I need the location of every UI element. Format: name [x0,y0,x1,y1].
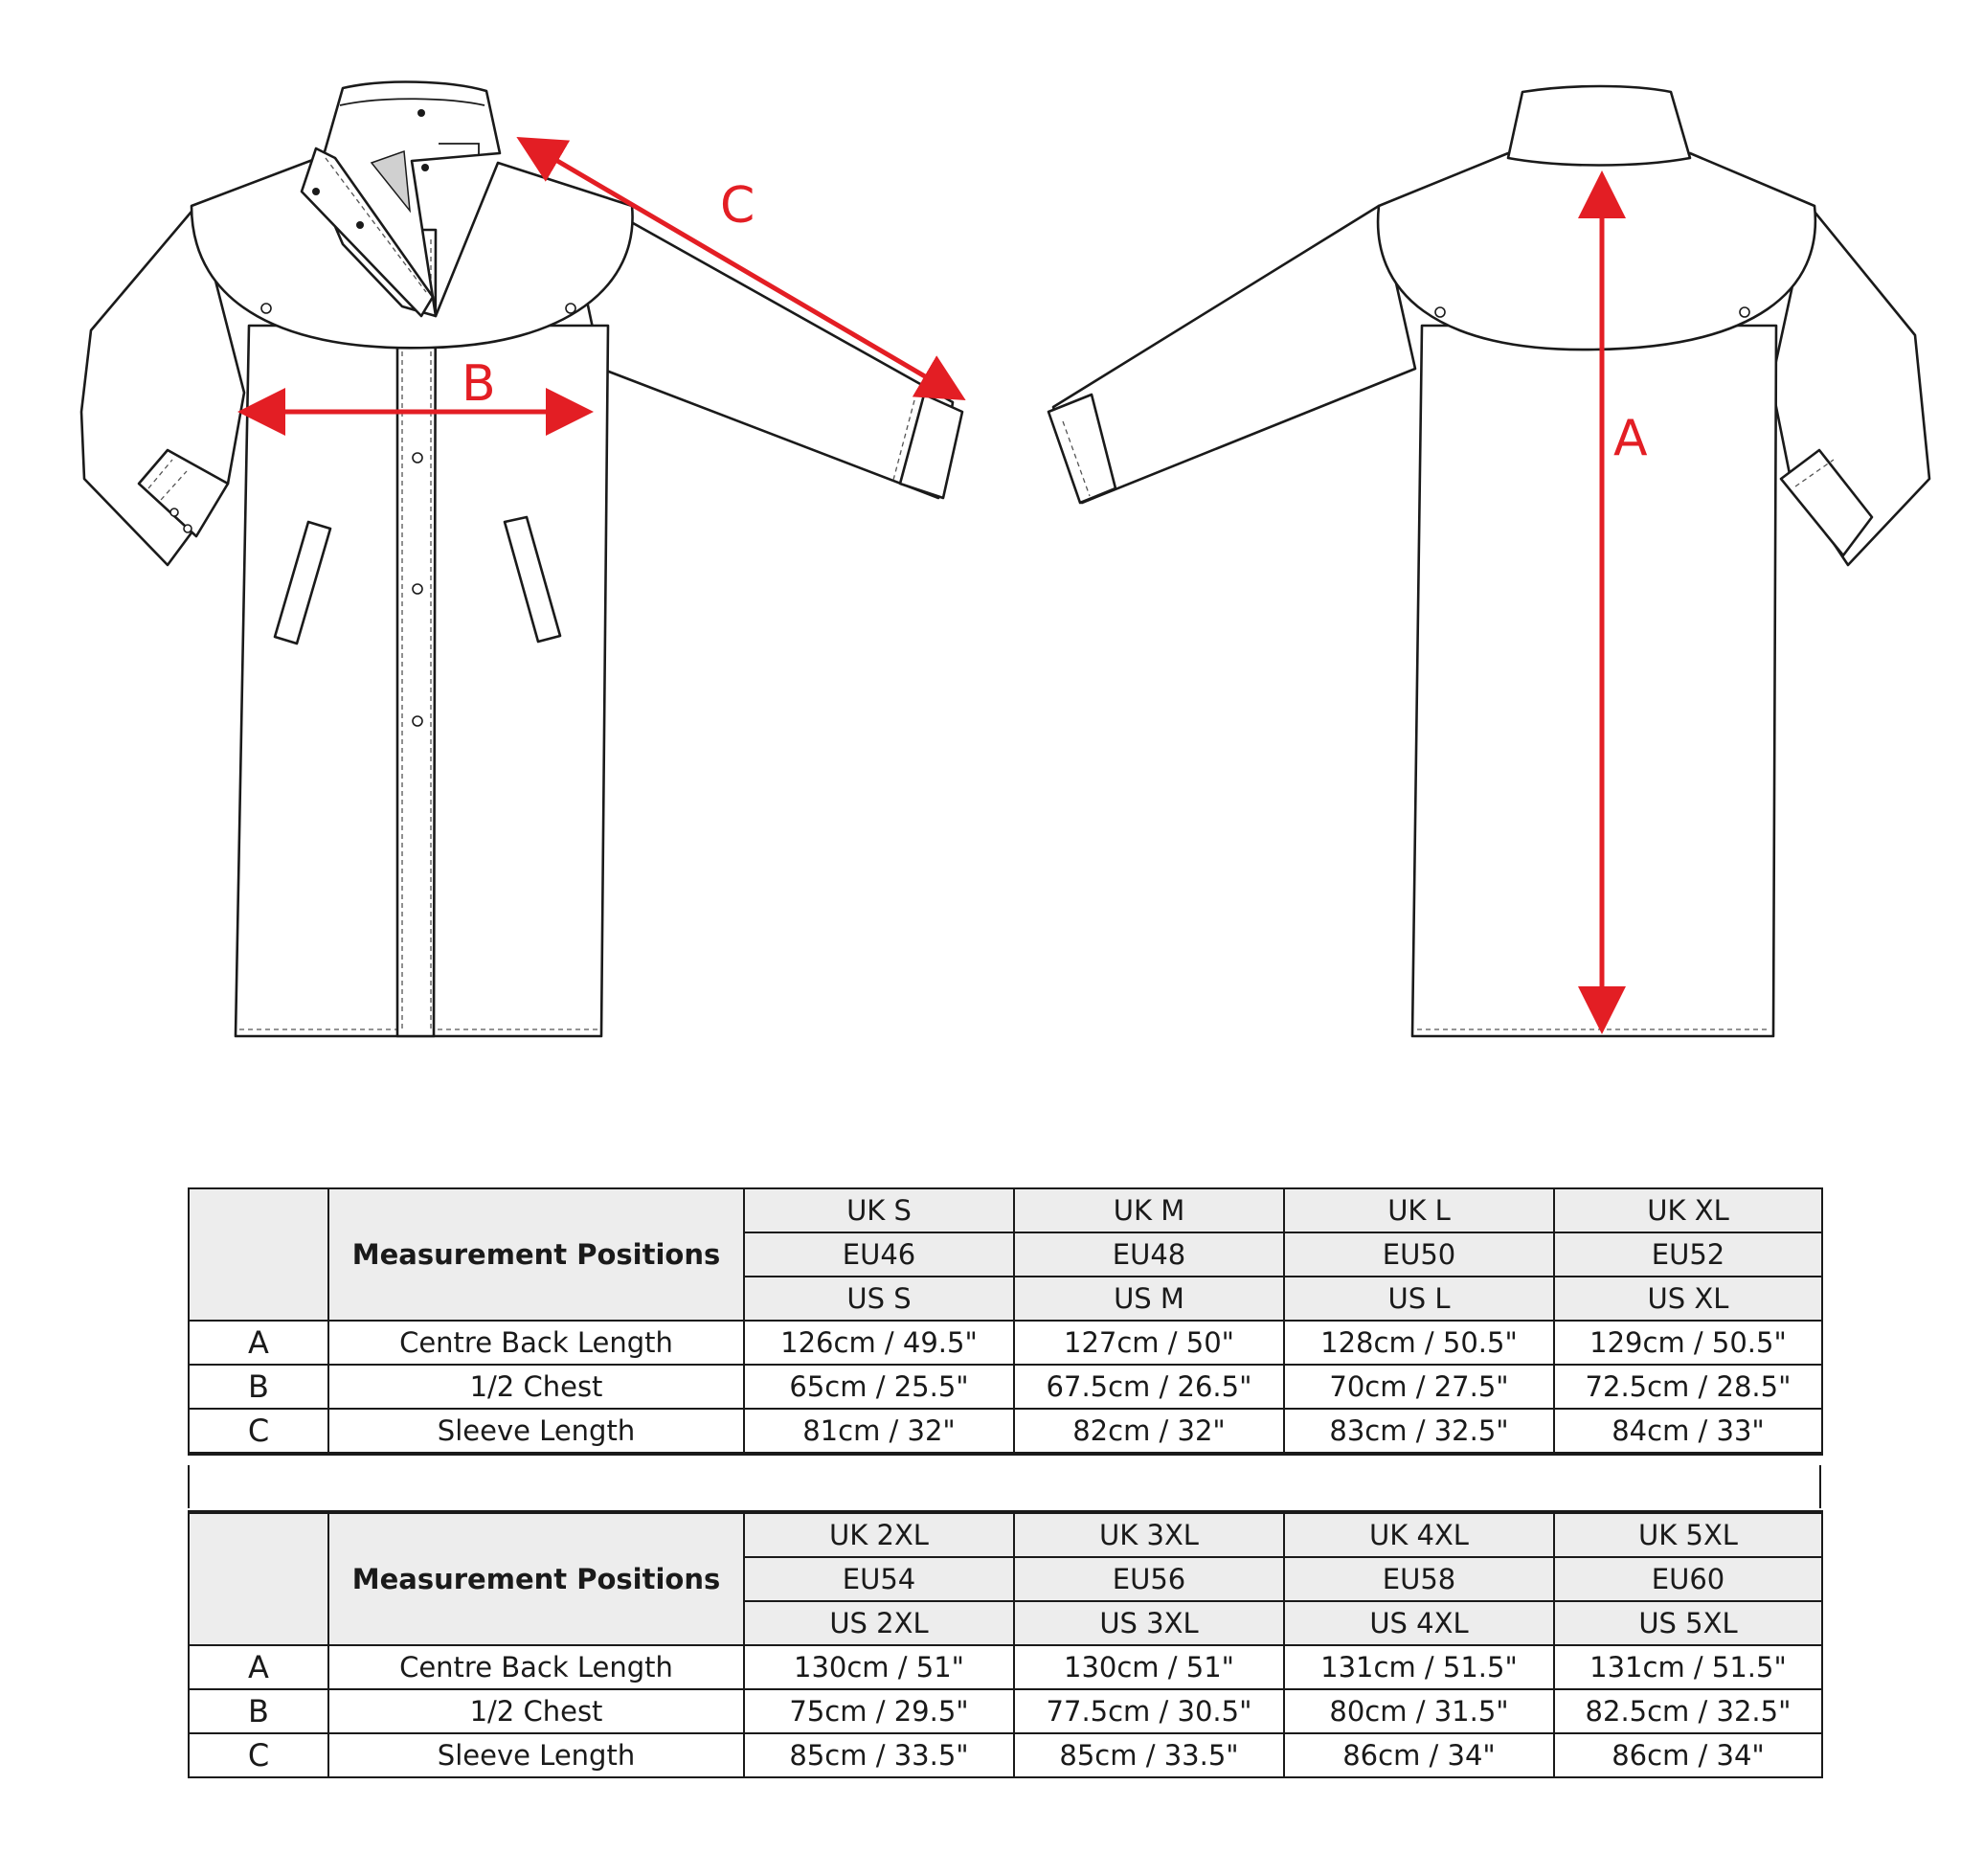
coat-back-view [1048,86,1929,1036]
label-a: A [1613,410,1648,467]
label-b: B [462,355,496,413]
row-letter: B [189,1365,328,1409]
size-us: US 2XL [744,1601,1014,1645]
size-us: US L [1284,1277,1554,1321]
row-value: 126cm / 49.5" [744,1321,1014,1365]
row-value: 130cm / 51" [1014,1645,1284,1689]
row-name: Sleeve Length [328,1733,744,1777]
row-name: Sleeve Length [328,1409,744,1454]
size-eu: EU52 [1554,1232,1822,1277]
measurement-positions-header: Measurement Positions [328,1188,744,1321]
size-eu: EU54 [744,1557,1014,1601]
row-letter: C [189,1409,328,1454]
corner-cell [189,1188,328,1321]
size-table-2 [188,1510,1823,1778]
size-uk: UK 2XL [744,1512,1014,1557]
size-uk: UK 3XL [1014,1512,1284,1557]
back-cape [1378,153,1815,350]
table-row [189,1733,1822,1777]
row-value: 131cm / 51.5" [1554,1645,1822,1689]
size-us: US 5XL [1554,1601,1822,1645]
row-value: 67.5cm / 26.5" [1014,1365,1284,1409]
size-eu: EU58 [1284,1557,1554,1601]
corner-cell [189,1512,328,1645]
row-value: 70cm / 27.5" [1284,1365,1554,1409]
row-value: 85cm / 33.5" [744,1733,1014,1777]
row-letter: A [189,1645,328,1689]
row-value: 77.5cm / 30.5" [1014,1689,1284,1733]
size-eu: EU50 [1284,1232,1554,1277]
row-value: 82.5cm / 32.5" [1554,1689,1822,1733]
row-name: Centre Back Length [328,1645,744,1689]
row-letter: C [189,1733,328,1777]
size-eu: EU56 [1014,1557,1284,1601]
size-uk: UK M [1014,1188,1284,1232]
row-value: 86cm / 34" [1284,1733,1554,1777]
size-uk: UK XL [1554,1188,1822,1232]
row-value: 84cm / 33" [1554,1409,1822,1454]
row-letter: A [189,1321,328,1365]
row-value: 127cm / 50" [1014,1321,1284,1365]
row-value: 128cm / 50.5" [1284,1321,1554,1365]
size-uk: UK 4XL [1284,1512,1554,1557]
row-name: Centre Back Length [328,1321,744,1365]
back-collar [1508,86,1690,166]
size-eu: EU48 [1014,1232,1284,1277]
size-us: US M [1014,1277,1284,1321]
size-table-1 [188,1187,1823,1456]
size-us: US 3XL [1014,1601,1284,1645]
row-name: 1/2 Chest [328,1689,744,1733]
front-placket [397,230,436,1036]
size-us: US 4XL [1284,1601,1554,1645]
back-body [1412,326,1776,1036]
row-value: 129cm / 50.5" [1554,1321,1822,1365]
size-uk: UK S [744,1188,1014,1232]
row-value: 82cm / 32" [1014,1409,1284,1454]
row-value: 131cm / 51.5" [1284,1645,1554,1689]
row-value: 83cm / 32.5" [1284,1409,1554,1454]
row-value: 81cm / 32" [744,1409,1014,1454]
size-eu: EU60 [1554,1557,1822,1601]
size-uk: UK L [1284,1188,1554,1232]
size-us: US S [744,1277,1014,1321]
size-uk: UK 5XL [1554,1512,1822,1557]
table-row [189,1321,1822,1365]
row-value: 65cm / 25.5" [744,1365,1014,1409]
row-letter: B [189,1689,328,1733]
table-row [189,1689,1822,1733]
table-row [189,1365,1822,1409]
label-c: C [720,177,755,235]
size-eu: EU46 [744,1232,1014,1277]
table-row [189,1645,1822,1689]
table-row [189,1409,1822,1454]
row-value: 86cm / 34" [1554,1733,1822,1777]
row-value: 72.5cm / 28.5" [1554,1365,1822,1409]
row-value: 80cm / 31.5" [1284,1689,1554,1733]
measurement-positions-header: Measurement Positions [328,1512,744,1645]
size-us: US XL [1554,1277,1822,1321]
front-right-sleeve [584,201,953,498]
row-value: 85cm / 33.5" [1014,1733,1284,1777]
table-spacer [188,1465,1821,1508]
row-value: 75cm / 29.5" [744,1689,1014,1733]
coat-front-view [81,82,962,1036]
row-name: 1/2 Chest [328,1365,744,1409]
row-value: 130cm / 51" [744,1645,1014,1689]
